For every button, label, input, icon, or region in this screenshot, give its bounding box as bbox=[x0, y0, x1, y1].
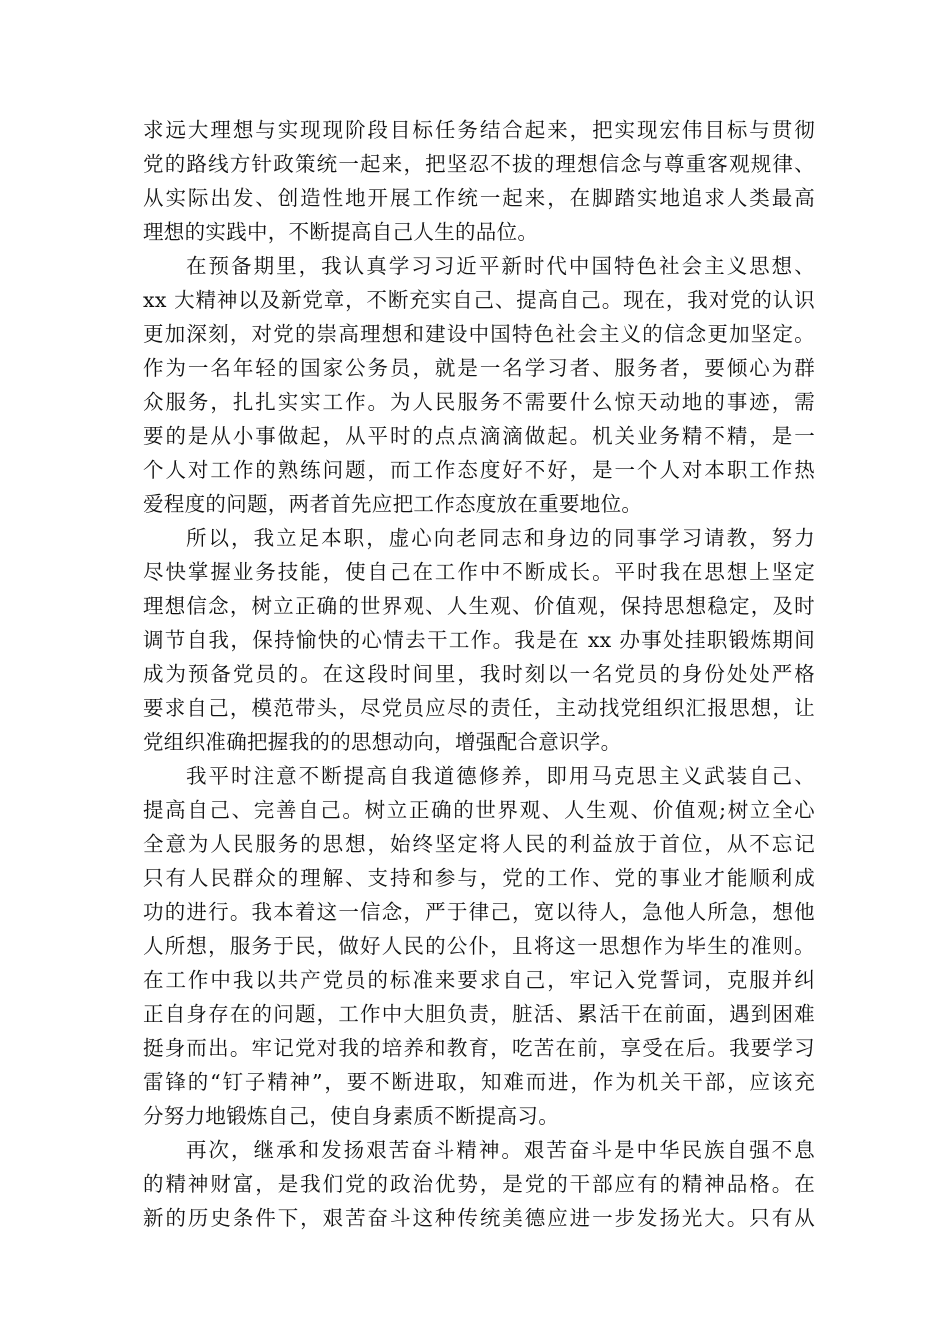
text-line: 分努力地锻炼自己，使自身素质不断提高习。 bbox=[143, 1104, 559, 1128]
text-line: 爱程度的问题，两者首先应把工作态度放在重要地位。 bbox=[143, 492, 643, 516]
text-line: 尽快掌握业务技能，使自己在工作中不断成长。平时我在思想上坚定 bbox=[143, 560, 815, 584]
paragraph-2 bbox=[143, 249, 815, 521]
text-line: 雷锋的“钉子精神”，要不断进取，知难而进，作为机关干部，应该充 bbox=[143, 1070, 815, 1094]
text-line: 从实际出发、创造性地开展工作统一起来，在脚踏实地追求人类最高 bbox=[143, 186, 815, 210]
paragraph-1 bbox=[143, 113, 815, 249]
text-line: 作为一名年轻的国家公务员，就是一名学习者、服务者，要倾心为群 bbox=[143, 356, 815, 380]
text-line: 在工作中我以共产党员的标准来要求自己，牢记入党誓词，克服并纠 bbox=[143, 968, 815, 992]
text-line: 成为预备党员的。在这段时间里，我时刻以一名党员的身份处处严格 bbox=[143, 662, 815, 686]
text-line: 理想信念，树立正确的世界观、人生观、价值观，保持思想稳定，及时 bbox=[143, 594, 815, 618]
text-line: 求远大理想与实现现阶段目标任务结合起来，把实现宏伟目标与贯彻 bbox=[143, 118, 815, 142]
text-line: 更加深刻，对党的崇高理想和建设中国特色社会主义的信念更加坚定。 bbox=[143, 322, 815, 346]
text-line: 挺身而出。牢记党对我的培养和教育，吃苦在前，享受在后。我要学习 bbox=[143, 1036, 815, 1060]
text-line: 功的进行。我本着这一信念，严于律己，宽以待人，急他人所急，想他 bbox=[143, 900, 815, 924]
text-line: 的精神财富，是我们党的政治优势，是党的干部应有的精神品格。在 bbox=[143, 1172, 815, 1196]
text-line: 党组织准确把握我的的思想动向，增强配合意识学。 bbox=[143, 730, 622, 754]
text-line: 提高自己、完善自己。树立正确的世界观、人生观、价值观;树立全心 bbox=[143, 798, 815, 822]
text-line: 众服务，扎扎实实工作。为人民服务不需要什么惊天动地的事迹，需 bbox=[143, 390, 815, 414]
text-line: 要求自己，模范带头，尽党员应尽的责任，主动找党组织汇报思想，让 bbox=[143, 696, 815, 720]
paragraph-3 bbox=[143, 521, 815, 759]
text-line: 在预备期里，我认真学习习近平新时代中国特色社会主义思想、 bbox=[186, 254, 815, 278]
text-line: 全意为人民服务的思想，始终坚定将人民的利益放于首位，从不忘记 bbox=[143, 832, 815, 856]
text-line: 人所想，服务于民，做好人民的公仆，且将这一思想作为毕生的准则。 bbox=[143, 934, 815, 958]
text-line: 我平时注意不断提高自我道德修养，即用马克思主义武装自己、 bbox=[186, 764, 815, 788]
text-line: 再次，继承和发扬艰苦奋斗精神。艰苦奋斗是中华民族自强不息 bbox=[186, 1138, 815, 1162]
text-line: 调节自我，保持愉快的心情去干工作。我是在 xx 办事处挂职锻炼期间 bbox=[143, 628, 815, 652]
text-line: 只有人民群众的理解、支持和参与，党的工作、党的事业才能顺利成 bbox=[143, 866, 815, 890]
text-line: 要的是从小事做起，从平时的点点滴滴做起。机关业务精不精，是一 bbox=[143, 424, 815, 448]
text-line: 理想的实践中，不断提高自己人生的品位。 bbox=[143, 220, 539, 244]
document-body bbox=[143, 113, 815, 1235]
paragraph-5 bbox=[143, 1133, 815, 1235]
text-line: 正自身存在的问题，工作中大胆负责，脏活、累活干在前面，遇到困难 bbox=[143, 1002, 815, 1026]
paragraph-4 bbox=[143, 759, 815, 1133]
text-line: 党的路线方针政策统一起来，把坚忍不拔的理想信念与尊重客观规律、 bbox=[143, 152, 815, 176]
text-line: xx 大精神以及新党章，不断充实自己、提高自己。现在，我对党的认识 bbox=[143, 288, 815, 312]
text-line: 个人对工作的熟练问题，而工作态度好不好，是一个人对本职工作热 bbox=[143, 458, 815, 482]
text-line: 新的历史条件下，艰苦奋斗这种传统美德应进一步发扬光大。只有从 bbox=[143, 1206, 815, 1230]
text-line: 所以，我立足本职，虚心向老同志和身边的同事学习请教，努力 bbox=[186, 526, 815, 550]
